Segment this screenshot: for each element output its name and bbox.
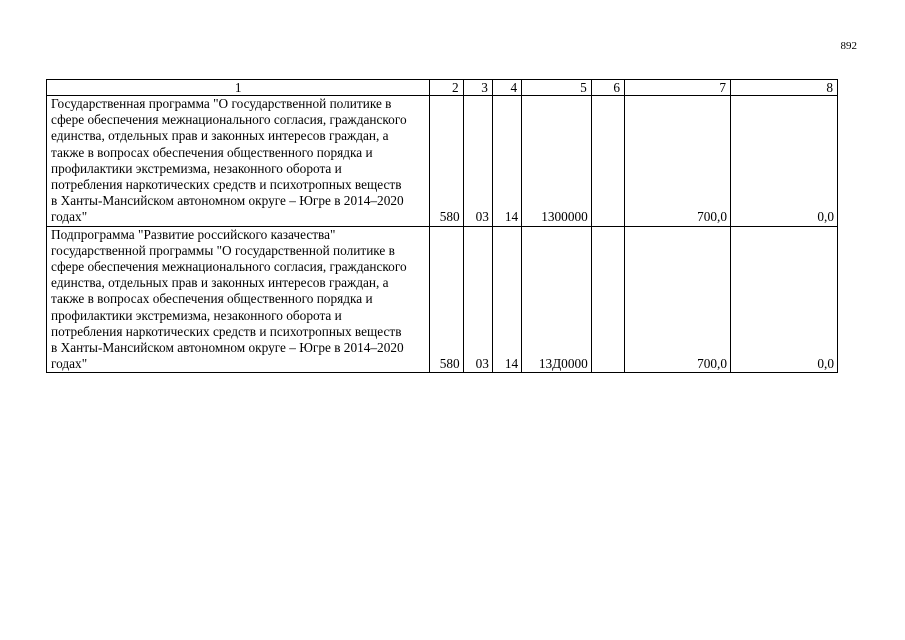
column-header: 8 [731,80,838,96]
cell-amount-col8: 0,0 [731,96,838,227]
page-number: 892 [840,40,857,52]
cell-amount-col7: 700,0 [625,96,731,227]
program-name-cell [47,226,430,373]
column-header: 1 [47,80,430,96]
program-name-cell [47,96,430,227]
cell-ministry-code: 580 [430,226,463,373]
cell-expense-type [591,96,624,227]
cell-section-code: 03 [463,226,492,373]
table-header-row [47,80,838,96]
column-header: 6 [591,80,624,96]
column-header: 3 [463,80,492,96]
cell-subsection-code: 14 [492,96,521,227]
program-name: Государственная программа "О государственной политике в сфере обеспечения межнационального согласия, гражданского единства, отдельных прав и законных интересов граждан, а также в вопросах обеспечения общественного порядка и профилактики экстремизма, незаконного оборота и потребления наркотических средств и психотропных веществ в Ханты-Мансийском автономном округе – Югре в 2014–2020 годах" [51,96,407,225]
column-header: 7 [625,80,731,96]
cell-expense-type [591,226,624,373]
table-row [47,226,838,373]
column-header: 2 [430,80,463,96]
cell-target-article: 13Д0000 [522,226,592,373]
cell-subsection-code: 14 [492,226,521,373]
budget-table [46,79,838,373]
table-row [47,96,838,227]
program-name: Подпрограмма "Развитие российского казачества" государственной программы "О государственной политике в сфере обеспечения межнационального согласия, гражданского единства, отдельных прав и законных интересов граждан, а также в вопросах обеспечения общественного порядка и профилактики экстремизма, незаконного оборота и потребления наркотических средств и психотропных веществ в Ханты-Мансийском автономном округе – Югре в 2014–2020 годах" [51,226,407,372]
column-header: 4 [492,80,521,96]
cell-amount-col8: 0,0 [731,226,838,373]
column-header: 5 [522,80,592,96]
cell-section-code: 03 [463,96,492,227]
cell-target-article: 1300000 [522,96,592,227]
cell-amount-col7: 700,0 [625,226,731,373]
cell-ministry-code: 580 [430,96,463,227]
